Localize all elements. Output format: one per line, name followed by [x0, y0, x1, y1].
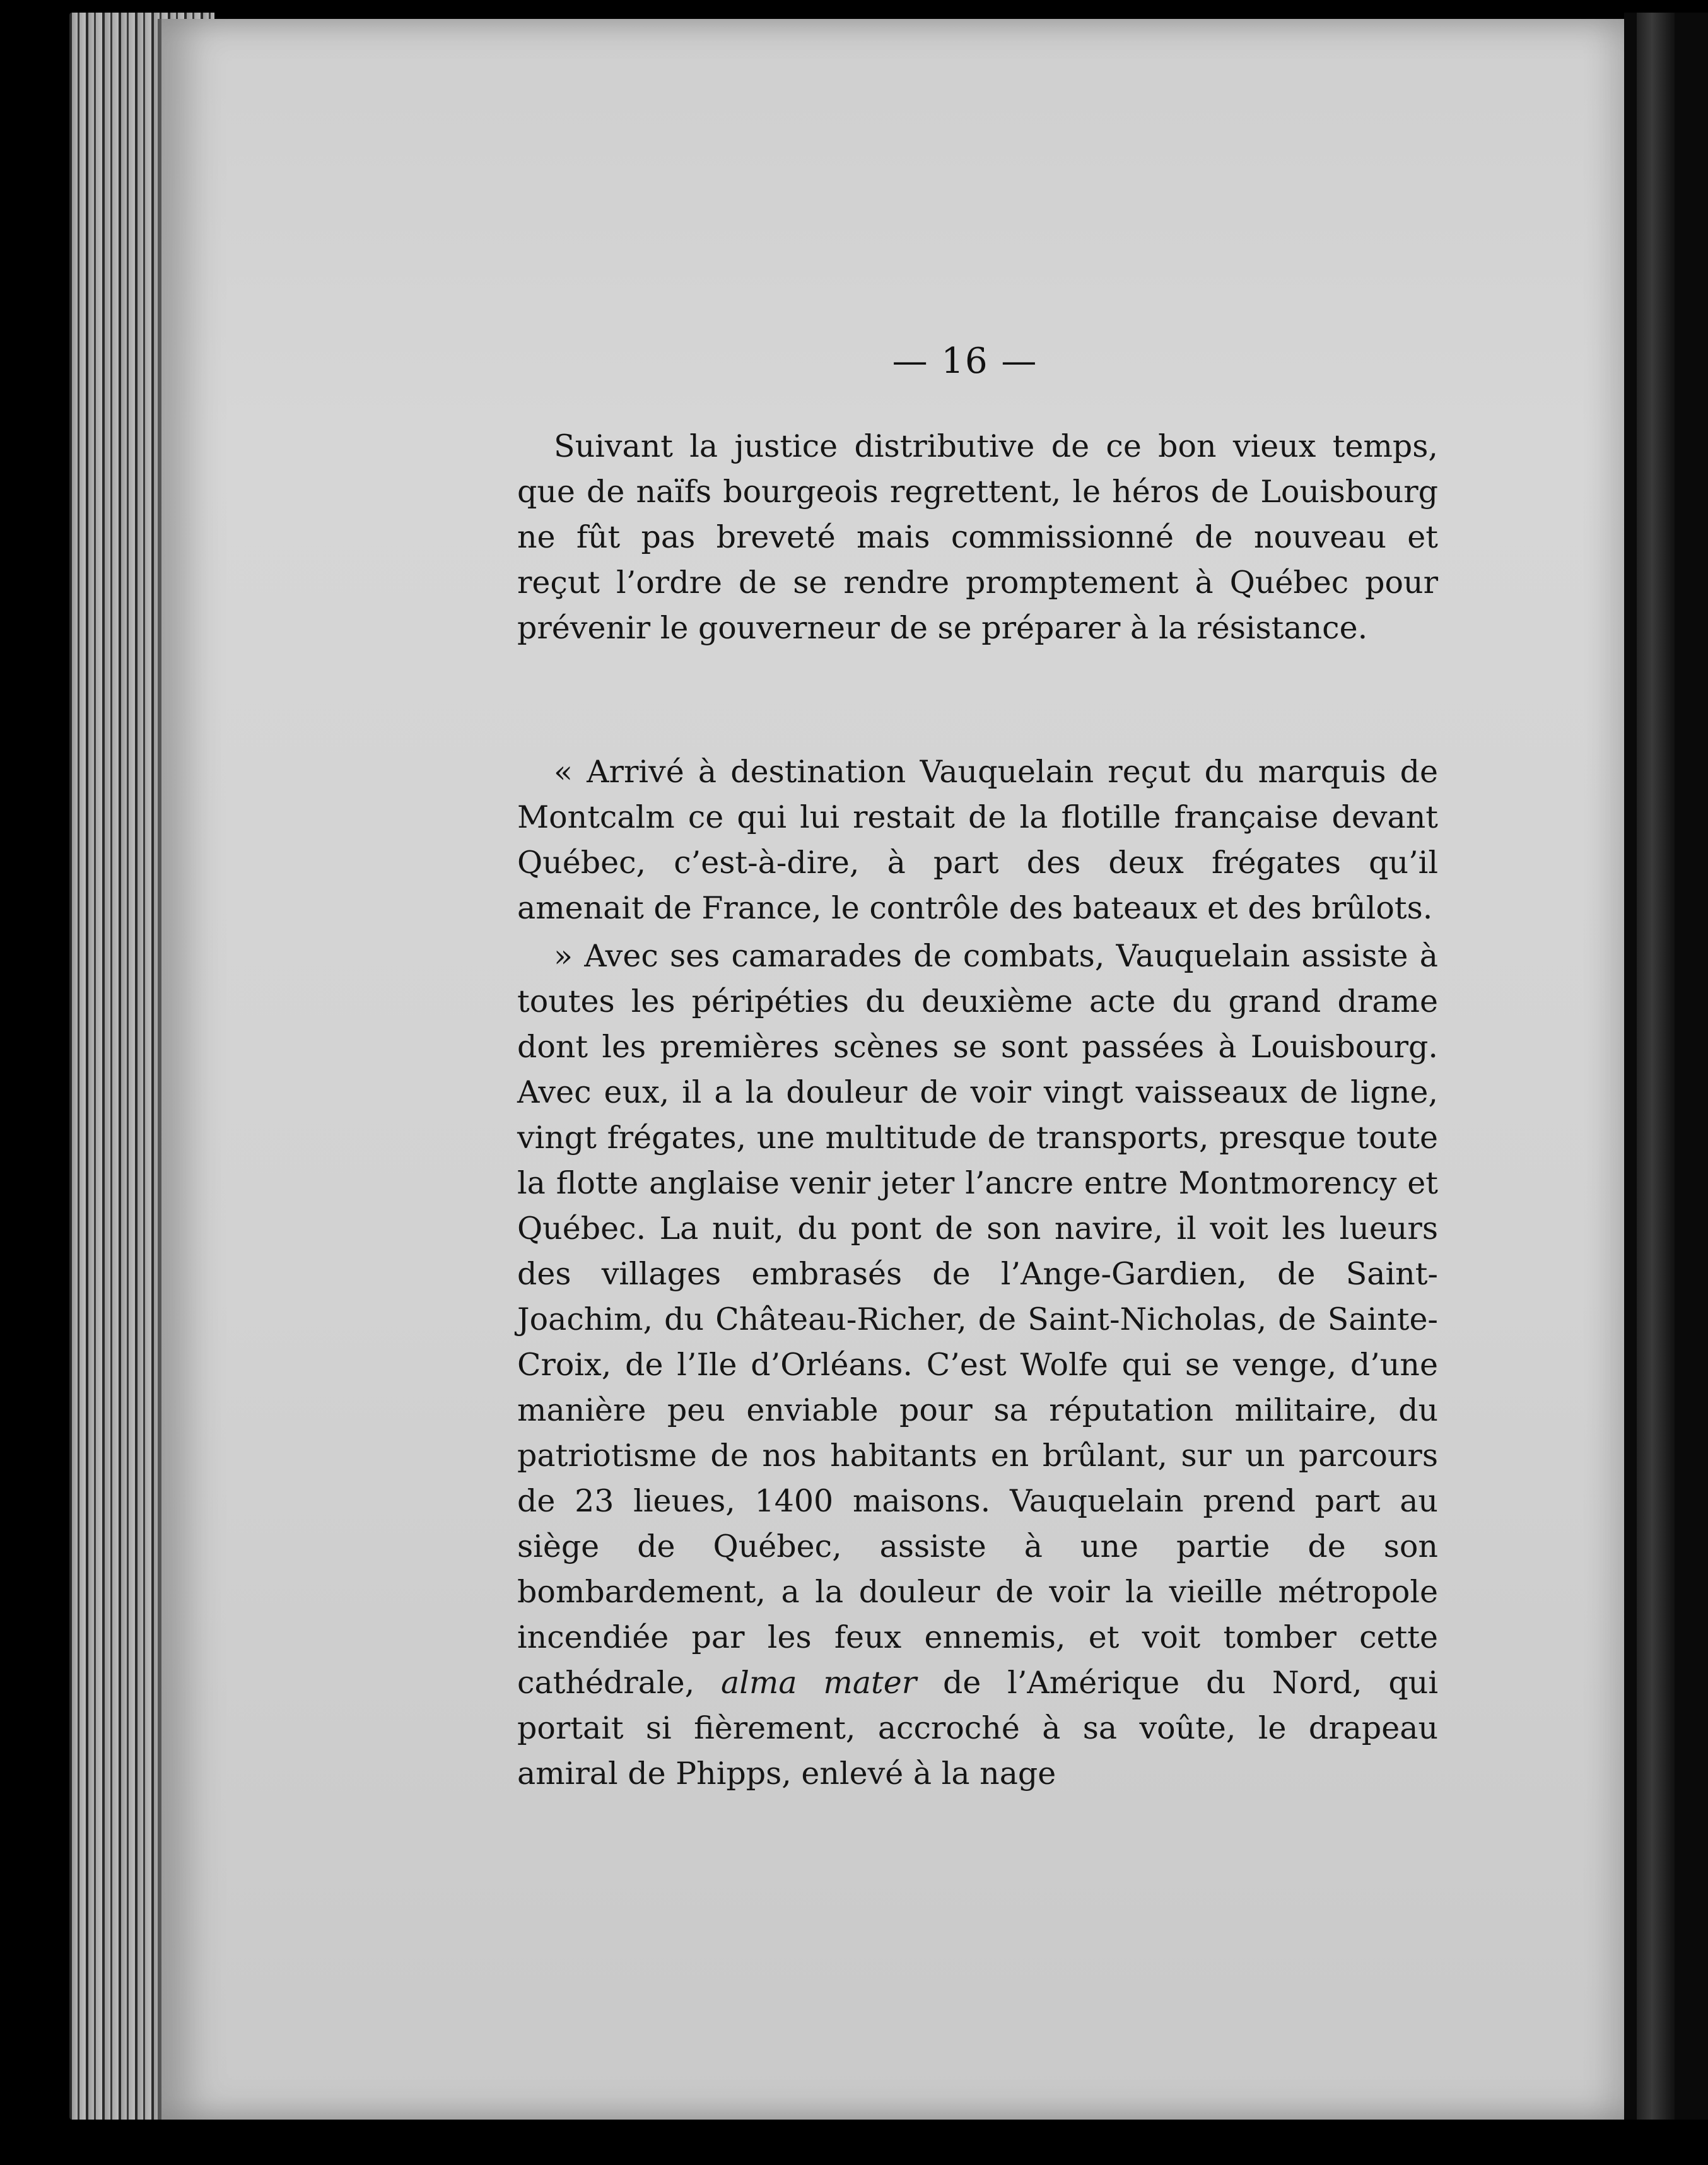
paragraph-3 — [517, 934, 1438, 1797]
scan-border-bottom — [0, 2120, 1708, 2165]
facing-page-edge-line — [1637, 13, 1675, 2157]
paragraph-3-italic: alma mater — [720, 1665, 917, 1701]
paragraph-3-end: de l’Amérique du Nord, qui portait si fièrement, accroché à sa voûte, le drapeau amiral de Phipps, enlevé à la nage — [517, 1665, 1439, 1792]
paragraph-3-start: » Avec ses camarades de combats, Vauquelain assiste à toutes les péripéties du deuxième acte du grand drame dont les premières scènes se sont passées à Louisbourg. Avec eux, il a la douleur de voir vingt vaisseaux de ligne, vingt frégates, une multitude de transports, presque toute la flotte anglaise venir jeter l’ancre entre Montmorency et Québec. La nuit, du pont de son navire, il voit les lueurs des villages embrasés de l’Ange-Gardien, de Saint-Joachim, du Château-Richer, de Saint-Nicholas, de Sainte-Croix, de l’Ile d’Orléans. C’est Wolfe qui se venge, d’une manière peu enviable pour sa réputation militaire, du patriotisme de nos habitants en brûlant, sur un parcours de 23 lieues, 1400 maisons. Vauquelain prend part au siège de Québec, assiste à une partie de son bombardement, a la douleur de voir la vieille métropole incendiée par les feux ennemis, et voit tomber cette cathédrale, — [517, 938, 1438, 1701]
page-number: — 16 — — [892, 341, 1038, 382]
text-block-top — [517, 424, 1438, 651]
paragraph-2: « Arrivé à destination Vauquelain reçut du marquis de Montcalm ce qui lui restait de la flotille française devant Québec, c’est-à-dire, à part des deux frégates qu’il amenait de France, le contrôle des bateaux et des brûlots. — [517, 754, 1438, 926]
paragraph-1: Suivant la justice distributive de ce bon vieux temps, que de naïfs bourgeois regrettent, le héros de Louisbourg ne fût pas breveté mais commissionné de nouveau et reçut l’ordre de se rendre promptement à Québec pour prévenir le gouverneur de se préparer à la résistance. — [517, 428, 1438, 646]
text-block-quote — [517, 749, 1438, 1797]
facing-page-edge — [1624, 13, 1708, 2157]
